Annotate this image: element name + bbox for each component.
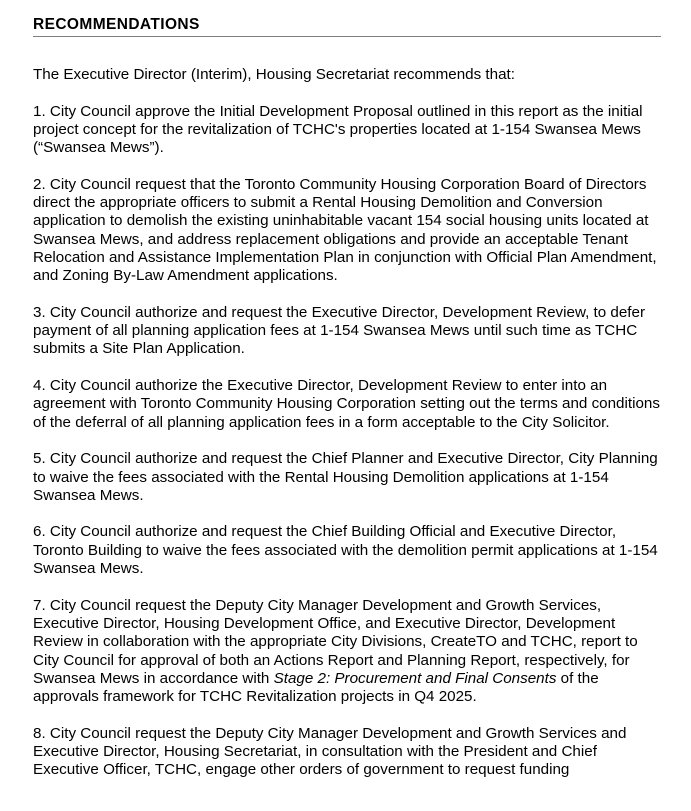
recommendation-1: 1. City Council approve the Initial Development Proposal outlined in this report as the initial project concept for the revitalization of TCHC's properties located at 1-154 Swansea Mews (“Swansea Mews”). <box>33 102 643 157</box>
recommendation-7-italic-title: Stage 2: Procurement and Final Consents <box>273 669 557 687</box>
document-page <box>33 15 661 780</box>
recommendation-4: 4. City Council authorize the Executive Director, Development Review to enter into an agreement with Toronto Community Housing Corporation setting out the terms and conditions of the deferral of all planning application fees in a form acceptable to the City Solicitor. <box>33 377 660 431</box>
recommendation-2: 2. City Council request that the Toronto Community Housing Corporation Board of Directors direct the appropriate officers to submit a Rental Housing Demolition and Conversion application to demolish the existing uninhabitable vacant 154 social housing units located at Swansea Mews, and address replacement obligations and provide an acceptable Tenant Relocation and Assistance Implementation Plan in conjunction with Official Plan Amendment, and Zoning By-Law Amendment applications. <box>33 175 657 285</box>
recommendation-8: 8. City Council request the Deputy City Manager Development and Growth Services and Executive Director, Housing Secretariat, in consultation with the President and Chief Executive Officer, TCHC, engage other orders of government to request funding <box>33 724 627 779</box>
recommendation-6: 6. City Council authorize and request the Chief Building Official and Executive Director, Toronto Building to waive the fees associated with the demolition permit applications at 1-154 Swansea Mews. <box>33 523 658 578</box>
recommendation-7-text: 7. City Council request the Deputy City Manager Development and Growth Services, Executive Director, Housing Development Office, and Executive Director, Development Review in collaboration with the appropriate City Divisions, CreateTO and TCHC, report to City Council for approval of both an Actions Report and Planning Report, respectively, for Swansea Mews in accordance with <box>33 596 638 687</box>
recommendation-7 <box>33 597 661 707</box>
section-heading: RECOMMENDATIONS <box>33 15 661 37</box>
recommendation-7-text-end: of the approvals framework for TCHC Revitalization projects in Q4 2025. <box>33 669 599 706</box>
recommendation-5: 5. City Council authorize and request the Chief Planner and Executive Director, City Planning to waive the fees associated with the Rental Housing Demolition applications at 1-154 Swansea Mews. <box>33 450 658 504</box>
intro-paragraph: The Executive Director (Interim), Housing Secretariat recommends that: <box>33 66 515 83</box>
recommendation-3: 3. City Council authorize and request the Executive Director, Development Review, to defer payment of all planning application fees at 1-154 Swansea Mews until such time as TCHC submits a Site Plan Application. <box>33 303 646 358</box>
